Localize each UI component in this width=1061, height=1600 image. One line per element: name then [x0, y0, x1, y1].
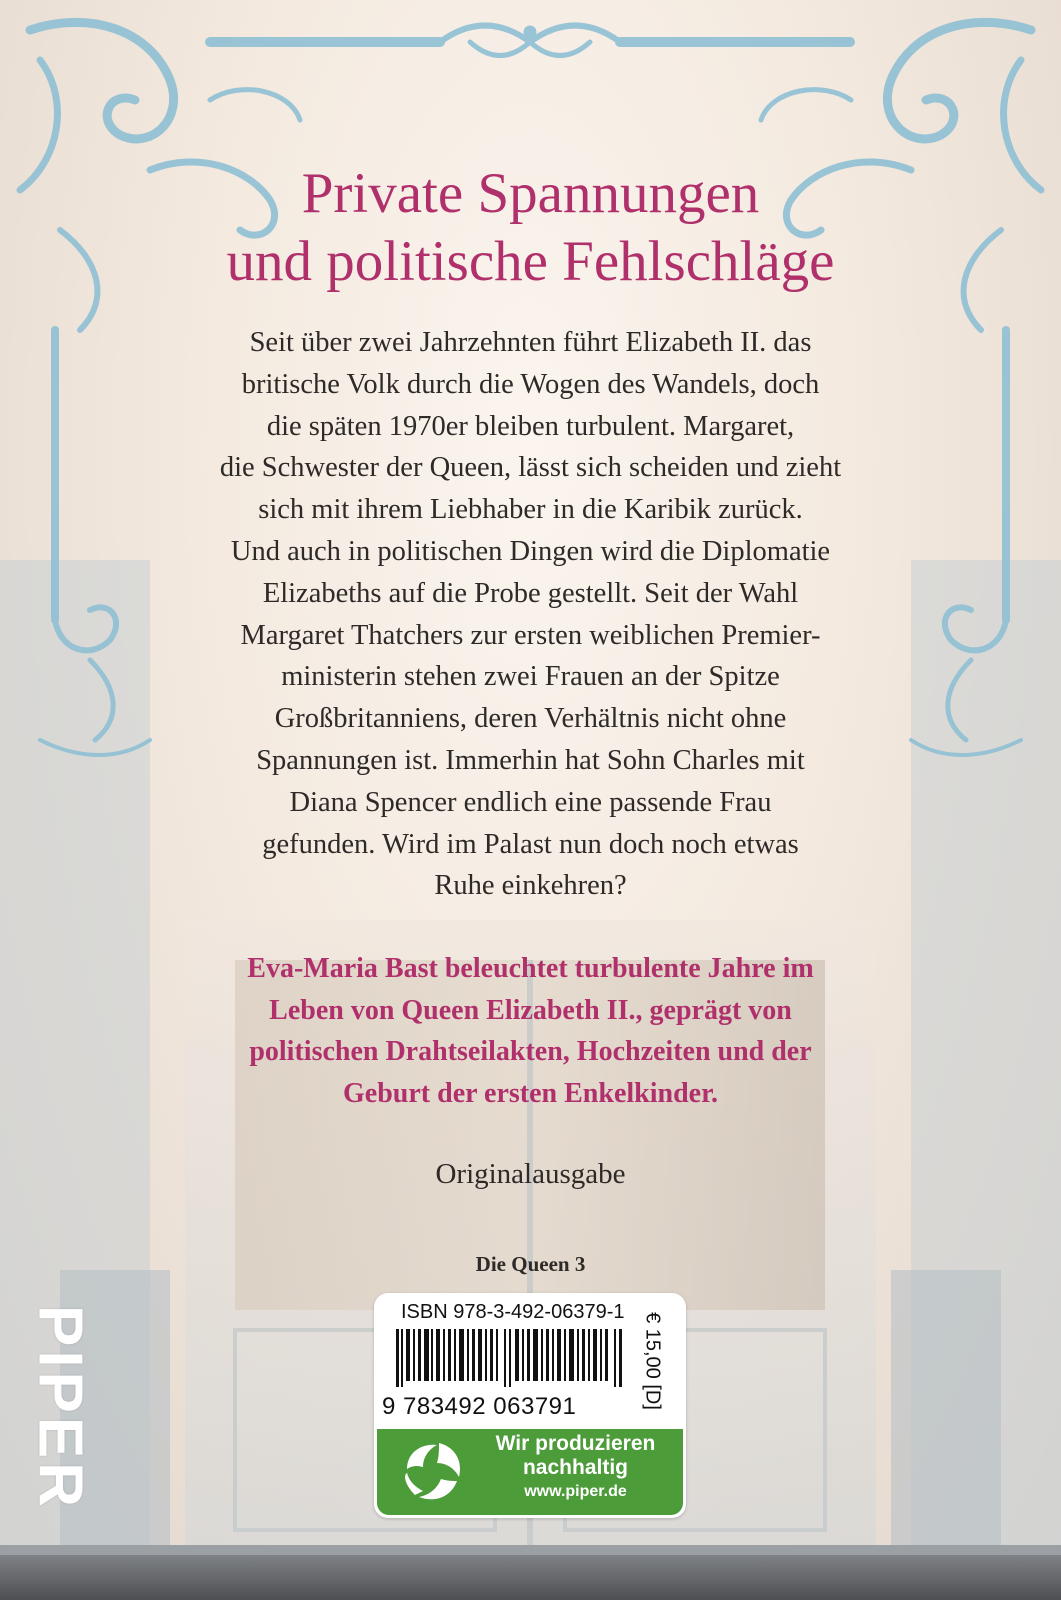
barcode-panel	[374, 1293, 686, 1518]
blurb-line: Spannungen ist. Immerhin hat Sohn Charles mit	[256, 744, 805, 776]
blurb-line: britische Volk durch die Wogen des Wandels, doch	[241, 368, 820, 400]
headline-line-1: Private Spannungen	[301, 162, 760, 225]
blurb-line: Und auch in politischen Dingen wird die Diplomatie	[230, 535, 831, 567]
eco-website: www.piper.de	[524, 1483, 627, 1500]
price-label: € 15,00 [D]	[641, 1312, 664, 1410]
eco-line-2: nachhaltig	[522, 1456, 628, 1479]
recycle-leaves-icon	[399, 1439, 467, 1505]
price-label-wrap	[632, 1311, 672, 1411]
eco-line-1: Wir produzieren	[495, 1432, 656, 1455]
promo-line: Eva-Maria Bast beleuchtet turbulente Jahre im	[247, 953, 814, 984]
headline-line-2: und politische Fehlschläge	[226, 230, 835, 293]
blurb-line: ministerin stehen zwei Frauen an der Spitze	[281, 661, 780, 693]
sustainability-badge	[377, 1429, 683, 1515]
isbn-label: ISBN 978-3-492-06379-1	[401, 1301, 625, 1323]
blurb-line: gefunden. Wird im Palast nun doch noch etwas	[262, 828, 799, 860]
barcode-digits: 9 783492 063791	[382, 1393, 577, 1420]
barcode-icon	[396, 1329, 624, 1387]
blurb-line: die späten 1970er bleiben turbulent. Margaret,	[266, 410, 795, 442]
blurb-line: Ruhe einkehren?	[434, 870, 627, 902]
headline	[0, 160, 1061, 296]
blurb-text	[160, 322, 901, 907]
series-label: Die Queen 3	[475, 1252, 586, 1276]
promo-text	[150, 948, 911, 1114]
blurb-line: Diana Spencer endlich eine passende Frau	[289, 786, 772, 818]
promo-line: politischen Drahtseilakten, Hochzeiten und der	[249, 1036, 812, 1068]
publisher-name: PIPER	[25, 1304, 95, 1512]
blurb-line: Margaret Thatchers zur ersten weiblichen Premier-	[240, 619, 821, 651]
blurb-line: sich mit ihrem Liebhaber in die Karibik zurück.	[258, 494, 803, 526]
publisher-logo	[12, 1304, 108, 1512]
blurb-line: Seit über zwei Jahrzehnten führt Elizabeth II. das	[249, 327, 812, 358]
edition-label: Originalausgabe	[435, 1158, 626, 1190]
promo-line: Leben von Queen Elizabeth II., geprägt von	[269, 994, 792, 1026]
promo-line: Geburt der ersten Enkelkinder.	[343, 1077, 718, 1109]
blurb-line: die Schwester der Queen, lässt sich scheiden und zieht	[219, 452, 842, 484]
blurb-line: Großbritanniens, deren Verhältnis nicht ohne	[274, 703, 787, 735]
blurb-line: Elizabeths auf die Probe gestellt. Seit der Wahl	[262, 577, 799, 609]
